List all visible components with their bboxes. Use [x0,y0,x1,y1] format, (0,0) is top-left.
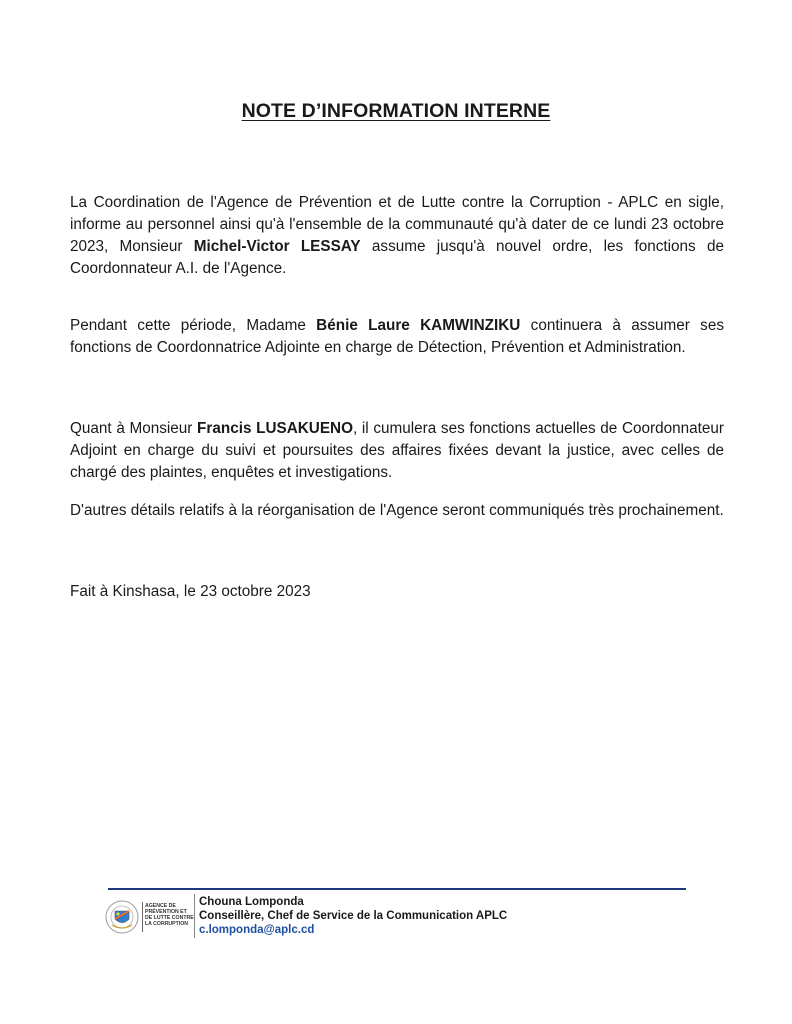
p3-name: Francis LUSAKUENO [197,420,353,437]
p3-text-end: , il cumulera ses fonctions actuelles de Coordonnateur Adjoint en charge du suivi et poursuites des affaires fixées devant la justice, avec celles de chargé des plaintes, enquêtes et investigations. [70,420,724,481]
signatory-name: Chouna Lomponda [199,896,304,908]
p3-text-start: Quant à Monsieur [70,420,198,437]
p1-text-start: La Coordination de l'Agence de Prévention et de Lutte contre la Corruption - APLC en sigle, informe au personnel ainsi qu'à l'ensemble de la communauté qu'à dater de ce lundi 23 octobre 2023, Monsieur [70,194,724,255]
p2-text-start: Pendant cette période, Madame [70,317,317,334]
place-date: Fait à Kinshasa, le 23 octobre 2023 [70,583,311,600]
paragraph-3 [70,418,724,484]
paragraph-2 [70,315,724,359]
p2-name: Bénie Laure KAMWINZIKU [316,317,521,334]
signatory-role: Conseillère, Chef de Service de la Communication APLC [199,910,508,922]
logo-wordmark: AGENCE DE PRÉVENTION ET DE LUTTE CONTRE LA CORRUPTION [145,903,194,927]
agency-logo [104,899,194,935]
paragraph-4: D'autres détails relatifs à la réorganisation de l'Agence seront communiqués très prochainement. [70,502,724,519]
signatory-email: c.lomponda@aplc.cd [199,924,315,936]
footer-separator [194,894,195,938]
document-title: NOTE D’INFORMATION INTERNE [241,100,551,122]
signature-block [199,895,507,937]
coat-of-arms-icon [104,899,140,935]
p1-name: Michel-Victor LESSAY [193,238,361,255]
logo-divider [142,902,143,932]
p1-text-end: assume jusqu'à nouvel ordre, les fonctions de Coordonnateur A.I. de l'Agence. [70,238,724,277]
paragraph-1 [70,192,724,280]
p2-text-end: continuera à assumer ses fonctions de Coordonnatrice Adjointe en charge de Détection, Prévention et Administration. [70,317,724,356]
footer-rule [108,888,686,890]
